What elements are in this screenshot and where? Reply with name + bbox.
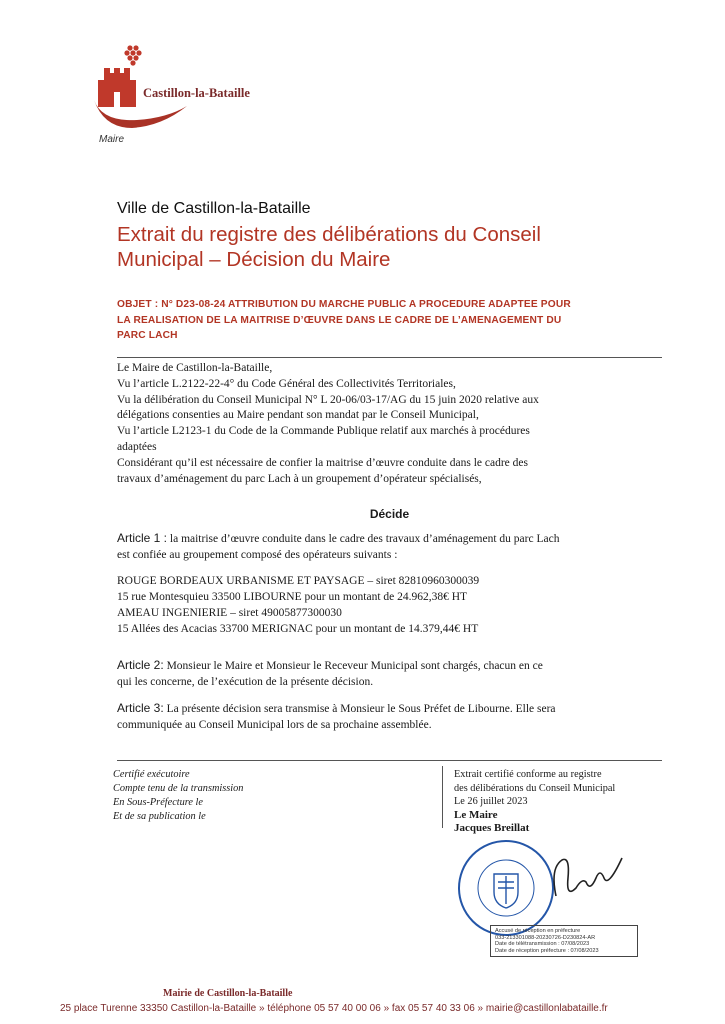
title-line: Extrait du registre des délibérations du Conseil <box>117 223 541 246</box>
receipt-line: Date de télétransmission : 07/08/2023 <box>495 941 590 948</box>
article-2 <box>117 657 677 690</box>
preamble-line: Vu l’article L2123-1 du Code de la Commande Publique relatif aux marchés à procédures <box>117 425 530 438</box>
logo-name: Castillon-la-Bataille <box>143 86 250 100</box>
preamble-line: Le Maire de Castillon-la-Bataille, <box>117 362 273 374</box>
object-statement <box>117 297 667 344</box>
object-line: OBJET : N° D23-08-24 ATTRIBUTION DU MARCHE PUBLIC A PROCEDURE ADAPTEE POUR <box>117 299 571 310</box>
preamble-line: délégations consenties au Maire pendant son mandat par le Conseil Municipal, <box>117 409 479 422</box>
prefecture-receipt <box>490 925 638 957</box>
cert-line: Le 26 juillet 2023 <box>454 796 528 807</box>
preamble <box>117 361 677 487</box>
contractors-list <box>117 573 677 637</box>
cert-line: Certifié exécutoire <box>113 769 190 780</box>
footer-name: Mairie de Castillon-la-Bataille <box>163 988 293 999</box>
contractor-line: AMEAU INGENIERIE – siret 49005877300030 <box>117 607 342 619</box>
article-text: est confiée au groupement composé des opérateurs suivants : <box>117 549 398 561</box>
handwritten-signature <box>548 848 626 908</box>
article-text: la maitrise d’œuvre conduite dans le cadre des travaux d’aménagement du parc Lach <box>167 533 560 545</box>
signatory-title: Le Maire <box>454 808 498 821</box>
cert-line: Et de sa publication le <box>113 811 206 822</box>
preamble-line: travaux d’aménagement du parc Lach à un groupement d’opérateur spécialisés, <box>117 472 482 485</box>
cert-line: Compte tenu de la transmission <box>113 783 244 794</box>
logo-subtitle: Maire <box>99 134 125 145</box>
article-1 <box>117 530 677 563</box>
receipt-line: 033-213301088-20230726-D230824-AR <box>495 934 596 941</box>
certification-executory <box>113 768 243 824</box>
contractor-line: 15 rue Montesquieu 33500 LIBOURNE pour un montant de 24.962,38€ HT <box>117 591 468 603</box>
decision-heading: Décide <box>369 507 410 521</box>
object-line: LA REALISATION DE LA MAITRISE D’ŒUVRE DANS LE CADRE DE L’AMENAGEMENT DU <box>117 314 562 326</box>
grapes-icon <box>124 45 141 65</box>
signatory-name: Jacques Breillat <box>454 822 530 834</box>
document-title <box>117 222 637 272</box>
divider <box>117 760 662 761</box>
certification-conform <box>454 768 615 836</box>
preamble-line: Vu la délibération du Conseil Municipal N° L 20-06/03-17/AG du 15 juin 2020 relative aux <box>117 393 539 406</box>
article-label: Article 3: <box>117 701 164 715</box>
preamble-line: adaptées <box>117 440 157 453</box>
article-text: communiquée au Conseil Municipal lors de sa prochaine assemblée. <box>117 719 432 731</box>
contractor-line: 15 Allées des Acacias 33700 MERIGNAC pour un montant de 14.379,44€ HT <box>117 623 479 635</box>
article-label: Article 2: <box>117 658 164 672</box>
cert-line: des délibérations du Conseil Municipal <box>454 782 616 794</box>
preamble-line: Vu l’article L.2122-22-4° du Code Général des Collectivités Territoriales, <box>117 377 456 390</box>
divider <box>117 357 662 358</box>
receipt-line: Accusé de réception en préfecture <box>495 928 581 934</box>
article-label: Article 1 : <box>117 531 168 545</box>
receipt-line: Date de réception préfecture : 07/08/2023 <box>495 947 599 954</box>
title-line: Municipal – Décision du Maire <box>117 248 391 271</box>
cert-line: En Sous-Préfecture le <box>113 797 203 808</box>
article-text: La présente décision sera transmise à Monsieur le Sous Préfet de Libourne. Elle sera <box>163 703 556 715</box>
castle-icon <box>98 68 136 107</box>
coat-of-arms-icon <box>494 874 518 908</box>
preamble-line: Considérant qu’il est nécessaire de confier la maitrise d’œuvre conduite dans le cadre des <box>117 456 528 469</box>
cert-line: Extrait certifié conforme au registre <box>454 769 602 780</box>
article-text: Monsieur le Maire et Monsieur le Receveur Municipal sont chargés, chacun en ce <box>163 660 543 672</box>
footer-address: 25 place Turenne 33350 Castillon-la-Bataille » téléphone 05 57 40 00 06 » fax 05 57 40 33 06 » mairie@castillonlabataille.fr <box>60 1003 608 1014</box>
vertical-divider <box>442 766 443 828</box>
article-text: qui les concerne, de l’exécution de la présente décision. <box>117 676 374 688</box>
city-name: Ville de Castillon-la-Bataille <box>117 200 311 217</box>
official-stamp <box>456 838 556 938</box>
contractor-line: ROUGE BORDEAUX URBANISME ET PAYSAGE – siret 82810960300039 <box>117 575 480 587</box>
object-line: PARC LACH <box>117 330 178 341</box>
article-3 <box>117 700 677 733</box>
